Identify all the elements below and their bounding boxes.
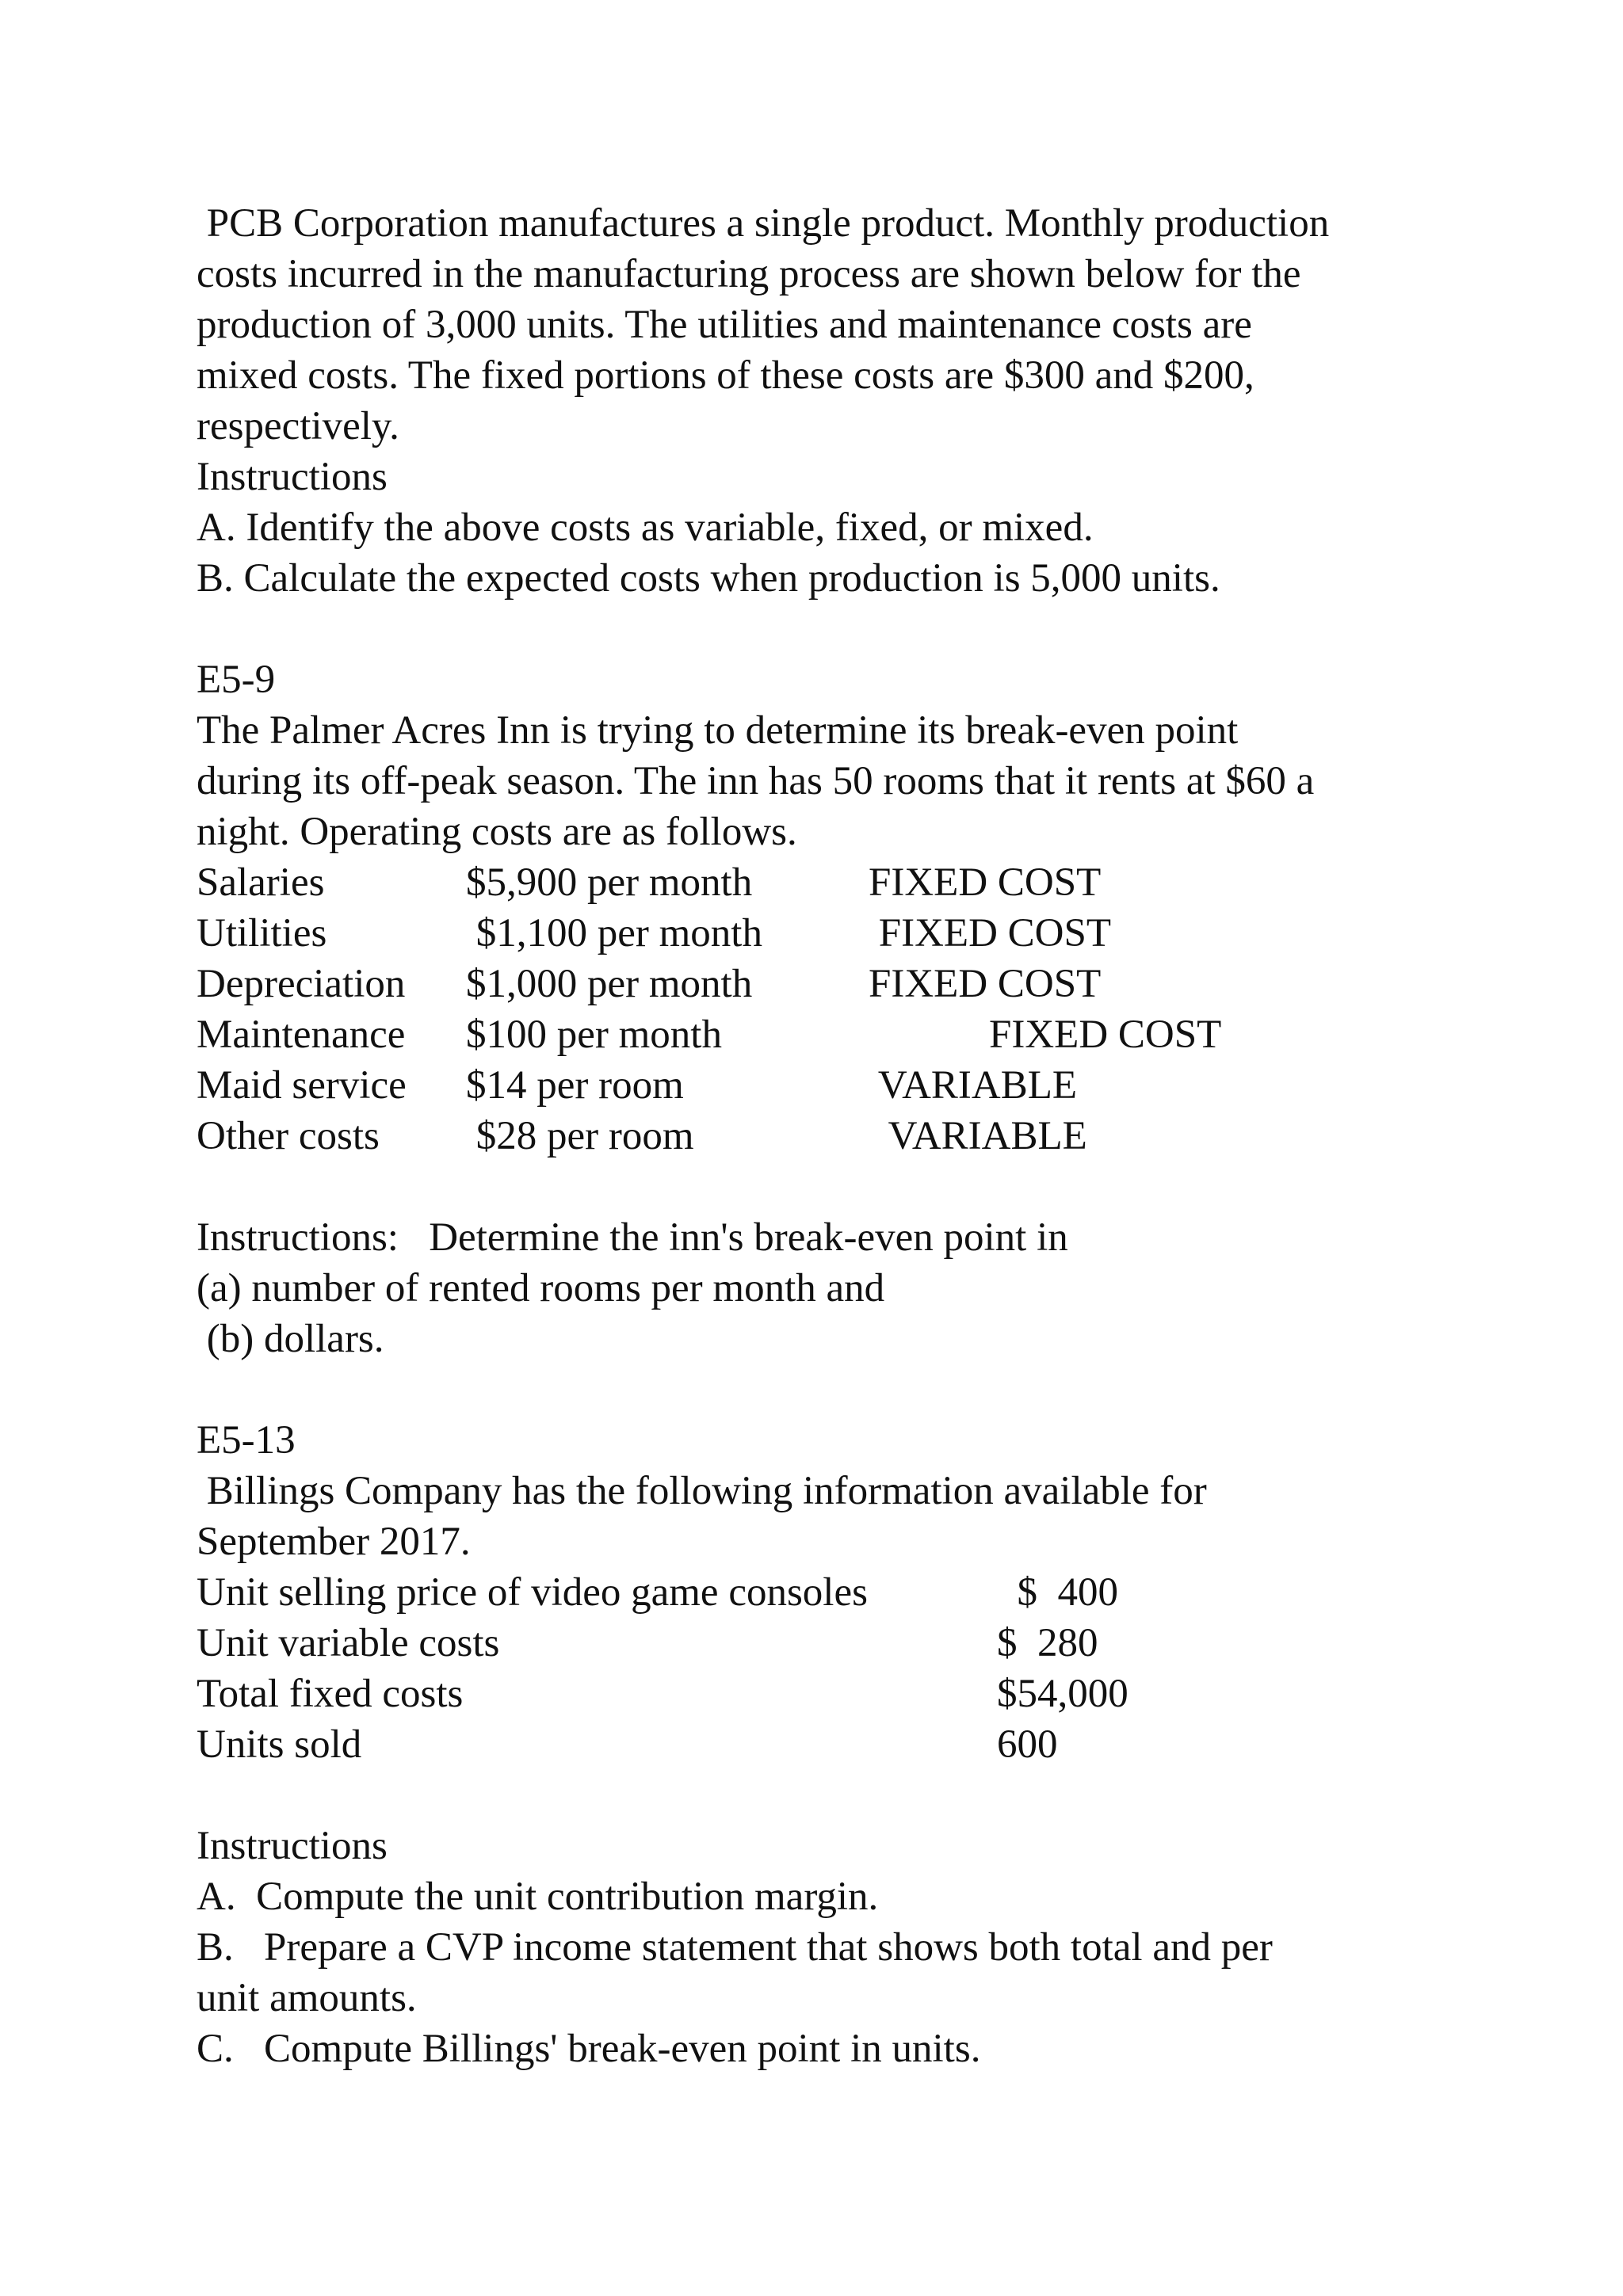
- e5-13-problem: [197, 1415, 1465, 2074]
- cost-item: Other costs: [197, 1114, 380, 1158]
- e5-9-part-a: (a) number of rented rooms per month and: [197, 1266, 885, 1310]
- info-label: Unit variable costs: [197, 1621, 500, 1665]
- cost-row: [197, 1009, 1465, 1060]
- e5-13-instruction-c: C. Compute Billings' break-even point in units.: [197, 2027, 981, 2071]
- cost-row: [197, 857, 1465, 908]
- pcb-problem: [197, 198, 1465, 604]
- cost-row: [197, 959, 1465, 1009]
- e5-13-instruction-b: B. Prepare a CVP income statement that shows both total and per: [197, 1925, 1273, 1970]
- pcb-instruction-b: B. Calculate the expected costs when production is 5,000 units.: [197, 556, 1220, 601]
- info-row: [197, 1669, 1465, 1719]
- pcb-text-line: respectively.: [197, 404, 399, 448]
- info-label: Unit selling price of video game consoles: [197, 1570, 868, 1615]
- spacer: [197, 604, 1465, 654]
- e5-13-heading: E5-13: [197, 1418, 296, 1463]
- pcb-text-line: costs incurred in the manufacturing process are shown below for the: [197, 252, 1301, 296]
- cost-amount: $100 per month: [466, 1013, 722, 1057]
- pcb-text-line: mixed costs. The fixed portions of these costs are $300 and $200,: [197, 353, 1254, 398]
- pcb-text-line: production of 3,000 units. The utilities and maintenance costs are: [197, 303, 1252, 347]
- info-row: [197, 1618, 1465, 1669]
- e5-9-problem: [197, 654, 1465, 1364]
- e5-9-text-line: during its off-peak season. The inn has 50 rooms that it rents at $60 a: [197, 759, 1315, 803]
- info-row: [197, 1719, 1465, 1770]
- cost-type: FIXED COST: [869, 962, 1102, 1006]
- cost-amount: $5,900 per month: [466, 860, 753, 905]
- cost-item: Salaries: [197, 860, 325, 905]
- info-label: Total fixed costs: [197, 1672, 464, 1716]
- pcb-instruction-a: A. Identify the above costs as variable, fixed, or mixed.: [197, 505, 1094, 550]
- cost-item: Depreciation: [197, 962, 406, 1006]
- info-value: $54,000: [997, 1672, 1128, 1716]
- cost-amount: $1,000 per month: [466, 962, 753, 1006]
- cost-type: FIXED COST: [869, 860, 1102, 905]
- cost-type: FIXED COST: [989, 1013, 1222, 1057]
- e5-13-text-line: September 2017.: [197, 1520, 471, 1564]
- spacer: [197, 1161, 1465, 1212]
- e5-13-instruction-b: unit amounts.: [197, 1976, 417, 2020]
- info-row: [197, 1567, 1465, 1618]
- cost-type: VARIABLE: [869, 1114, 1087, 1158]
- cost-amount: $1,100 per month: [466, 911, 762, 955]
- e5-13-instruction-a: A. Compute the unit contribution margin.: [197, 1875, 879, 1919]
- cost-item: Maintenance: [197, 1013, 406, 1057]
- info-value: $ 280: [997, 1621, 1098, 1665]
- cost-type: FIXED COST: [869, 911, 1112, 955]
- e5-9-text-line: The Palmer Acres Inn is trying to determine its break-even point: [197, 708, 1239, 753]
- e5-9-part-b: (b) dollars.: [197, 1317, 384, 1361]
- e5-13-text-line: Billings Company has the following information available for: [197, 1469, 1207, 1513]
- cost-amount: $14 per room: [466, 1063, 684, 1108]
- pcb-instructions-heading: Instructions: [197, 455, 388, 499]
- cost-item: Maid service: [197, 1063, 407, 1108]
- cost-row: [197, 1111, 1465, 1161]
- spacer: [197, 1770, 1465, 1821]
- cost-row: [197, 908, 1465, 959]
- info-value: $ 400: [997, 1570, 1118, 1615]
- info-value: 600: [997, 1722, 1058, 1767]
- document-page: [197, 198, 1465, 2074]
- spacer: [197, 1364, 1465, 1415]
- e5-9-instructions: Instructions: Determine the inn's break-even point in: [197, 1215, 1068, 1260]
- cost-item: Utilities: [197, 911, 327, 955]
- cost-type: VARIABLE: [869, 1063, 1078, 1108]
- e5-9-heading: E5-9: [197, 658, 276, 702]
- info-label: Units sold: [197, 1722, 362, 1767]
- cost-amount: $28 per room: [466, 1114, 694, 1158]
- cost-row: [197, 1060, 1465, 1111]
- e5-13-instructions-heading: Instructions: [197, 1824, 388, 1868]
- pcb-text-line: PCB Corporation manufactures a single product. Monthly production: [197, 201, 1330, 246]
- e5-9-text-line: night. Operating costs are as follows.: [197, 810, 797, 854]
